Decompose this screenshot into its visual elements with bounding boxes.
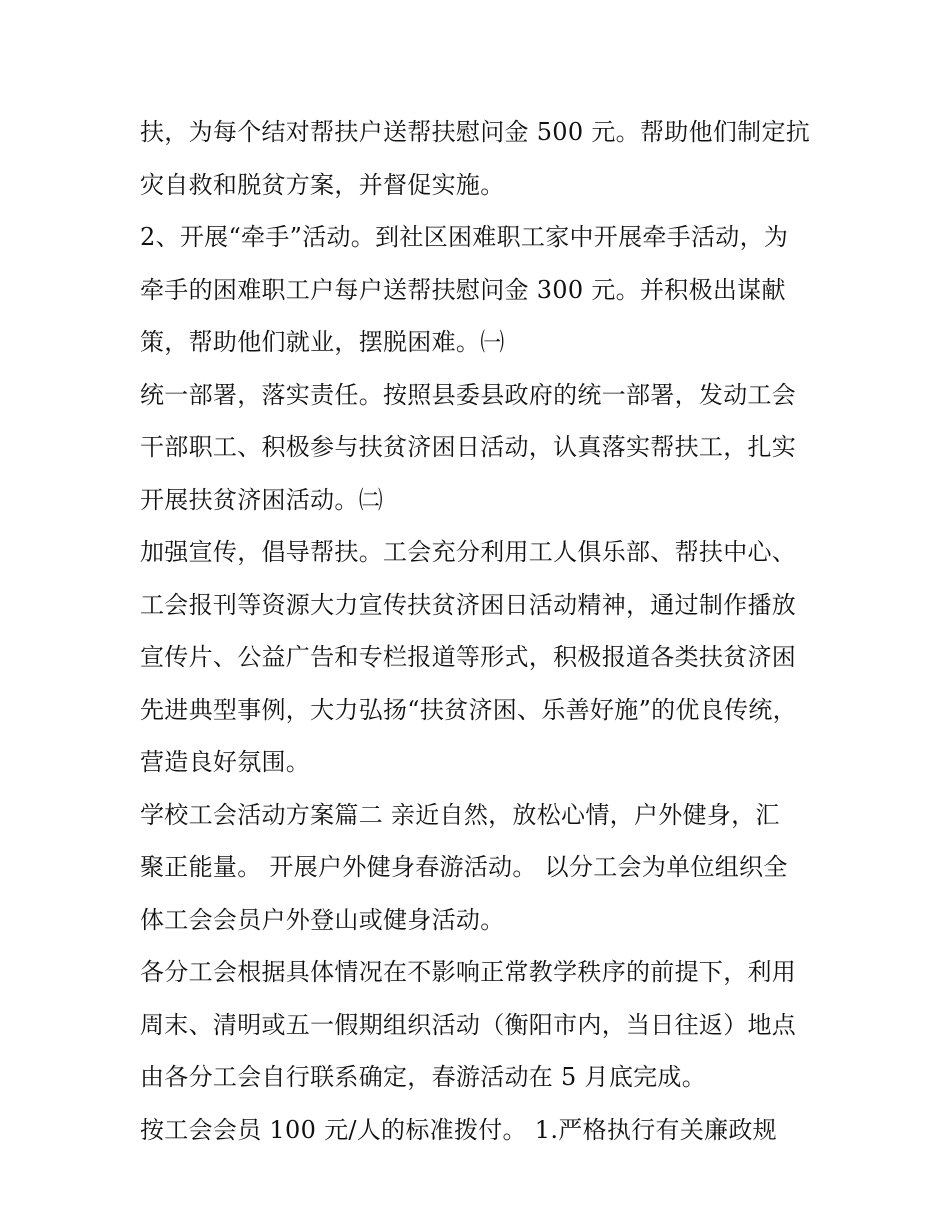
text-line: 营造良好氛围。 xyxy=(140,748,311,776)
text-line: 牵手的困难职工户每户送帮扶慰问金 300 元。并积极出谋献 xyxy=(140,275,786,304)
text-line: 宣传片、公益广告和专栏报道等形式，积极报道各类扶贫济困 xyxy=(140,643,797,671)
text-line: 由各分工会自行联系确定，春游活动在 5 月底完成。 xyxy=(140,1063,707,1091)
text-line: 灾自救和脱贫方案，并督促实施。 xyxy=(140,170,505,199)
text-line: 聚正能量。 开展户外健身春游活动。 以分工会为单位组织全 xyxy=(140,853,788,881)
text-line: 统一部署，落实责任。按照县委县政府的统一部署，发动工会 xyxy=(140,380,797,409)
text-line: 工会报刊等资源大力宣传扶贫济困日活动精神，通过制作播放 xyxy=(140,590,797,619)
text-line: 开展扶贫济困活动。㈡ xyxy=(140,485,383,514)
text-line: 策，帮助他们就业，摆脱困难。㈠ xyxy=(140,328,505,356)
text-line: 学校工会活动方案篇二 亲近自然，放松心情，户外健身，汇 xyxy=(140,800,780,829)
text-line: 周末、清明或五一假期组织活动（衡阳市内，当日往返）地点 xyxy=(140,1010,797,1039)
document-body xyxy=(140,106,820,1156)
text-line: 干部职工、积极参与扶贫济困日活动，认真落实帮扶工，扎实 xyxy=(140,433,797,461)
text-line: 各分工会根据具体情况在不影响正常教学秩序的前提下，利用 xyxy=(140,958,797,986)
text-line: 体工会会员户外登山或健身活动。 xyxy=(140,905,505,934)
text-line: 按工会会员 100 元/人的标准拨付。 1.严格执行有关廉政规 xyxy=(140,1115,777,1144)
text-line: 加强宣传，倡导帮扶。工会充分利用工人俱乐部、帮扶中心、 xyxy=(140,538,797,566)
text-line: 先进典型事例，大力弘扬“扶贫济困、乐善好施”的优良传统， xyxy=(140,695,797,724)
text-line: 扶，为每个结对帮扶户送帮扶慰问金 500 元。帮助他们制定抗 xyxy=(140,118,811,146)
text-line: 2、开展“牵手”活动。到社区困难职工家中开展牵手活动，为 xyxy=(140,223,789,251)
